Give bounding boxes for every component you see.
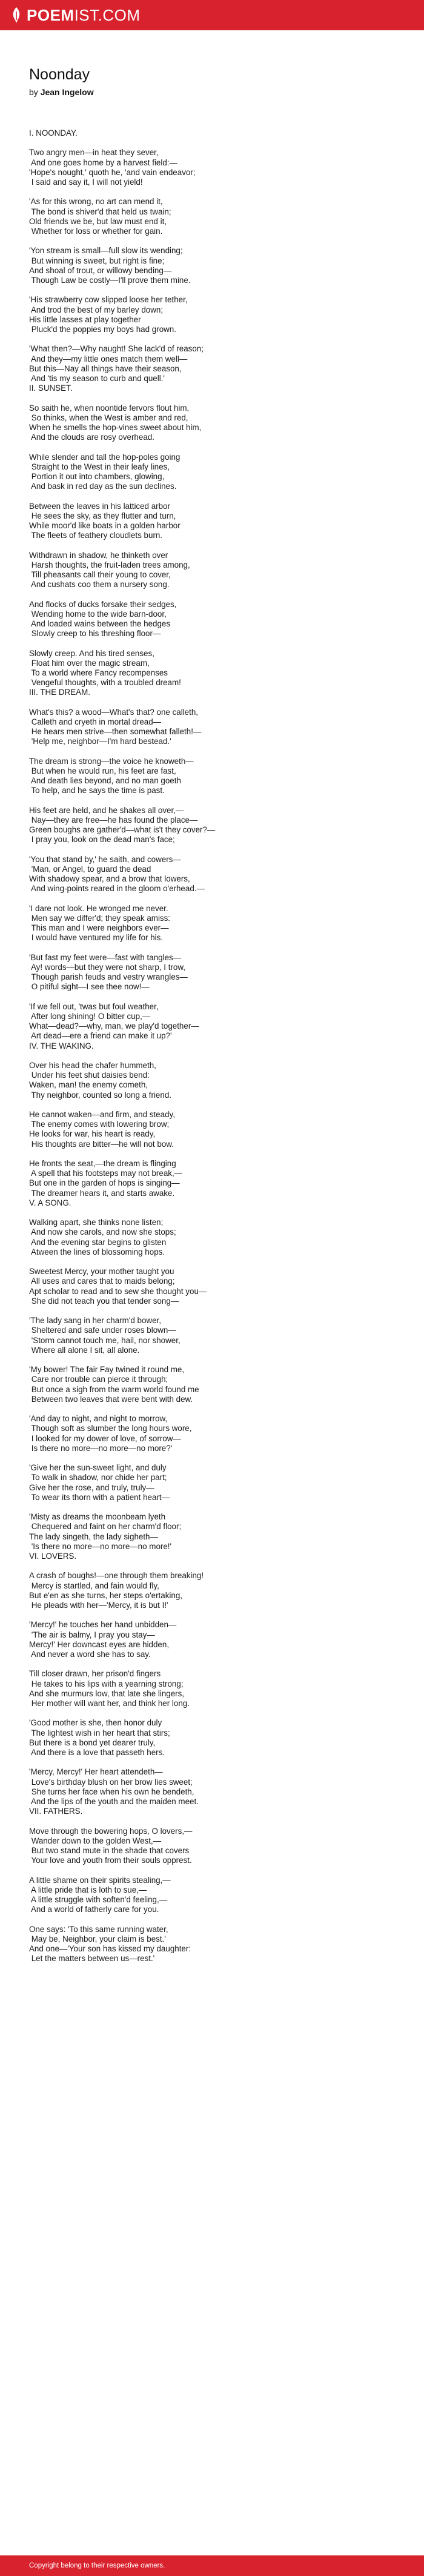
poem-line: 'Help me, neighbor—I'm hard bestead.' <box>29 737 171 746</box>
poem-body <box>29 128 400 1964</box>
poem-line: But there is a bond yet dearer truly, <box>29 1738 156 1747</box>
poem-line <box>29 698 400 708</box>
poem-line: While moor'd like boats in a golden harbor <box>29 521 181 530</box>
poem-line <box>29 540 400 550</box>
poem-line: But two stand mute in the shade that covers <box>29 1846 190 1856</box>
poem-line: I looked for my dower of love, of sorrow— <box>29 1433 181 1443</box>
byline <box>29 86 400 98</box>
poem-line: His thoughts are bitter—he will not bow. <box>29 1139 174 1149</box>
poem-line: He fronts the seat,—the dream is flinging <box>29 1159 176 1168</box>
poem-line <box>29 1708 400 1718</box>
site-logo[interactable] <box>0 6 141 25</box>
poem-line: Till pheasants call their young to cover, <box>29 570 171 579</box>
poem-line: O pitiful sight—I see thee now!— <box>29 982 150 992</box>
poem-line: Vengeful thoughts, with a troubled dream! <box>29 678 181 688</box>
poem-line <box>29 1306 400 1316</box>
poem-line <box>29 442 400 452</box>
poem-line: Old friends we be, but law must end it, <box>29 216 167 226</box>
poem-line: And one goes home by a harvest field:— <box>29 158 177 167</box>
poem-line <box>29 491 400 501</box>
poem-line: After long shining! O bitter cup,— <box>29 1012 151 1021</box>
poem-line: Atween the lines of blossoming hops. <box>29 1247 165 1256</box>
poem-line: Over his head the chafer hummeth, <box>29 1061 156 1070</box>
poem-line: She turns her face when his own he bendeth, <box>29 1787 194 1796</box>
poem-line: Art dead—ere a friend can make it up?' <box>29 1031 172 1041</box>
poem-line: 'Hope's nought,' quoth he, 'and vain endeavor; <box>29 167 196 177</box>
poem-line: And cushats coo them a nursery song. <box>29 580 170 589</box>
poem-line: And loaded wains between the hedges <box>29 619 171 628</box>
poem-line <box>29 1257 400 1267</box>
poem-line <box>29 187 400 197</box>
poem-line: Walking apart, she thinks none listen; <box>29 1218 164 1227</box>
poem-line: Till closer drawn, her prison'd fingers <box>29 1669 161 1679</box>
poem-line: Though soft as slumber the long hours wore, <box>29 1424 192 1433</box>
poem-line: And one—'Your son has kissed my daughter: <box>29 1944 191 1954</box>
poem-line <box>29 992 400 1002</box>
poem-line: 'His strawberry cow slipped loose her tether, <box>29 295 188 305</box>
poem-line: 'As for this wrong, no art can mend it, <box>29 197 163 207</box>
poem-line: She did not teach you that tender song— <box>29 1296 179 1306</box>
poem-line: 'Good mother is she, then honor duly <box>29 1718 162 1728</box>
poem-line <box>29 747 400 757</box>
poem-line: 'The air is balmy, I pray you stay— <box>29 1630 155 1639</box>
poem-line: A little pride that is loth to sue,— <box>29 1885 147 1894</box>
poem-line: IV. THE WAKING. <box>29 1041 94 1051</box>
poem-line: So saith he, when noontide fervors flout him, <box>29 403 190 413</box>
poem-line: And wing-points reared in the gloom o'erhead.— <box>29 884 205 894</box>
poem-line: To help, and he says the time is past. <box>29 786 165 795</box>
poem-line: So thinks, when the West is amber and red, <box>29 413 188 422</box>
poem-line <box>29 1758 400 1767</box>
poem-line: And death lies beyond, and no man goeth <box>29 776 181 786</box>
poem-line: Mercy is startled, and fain would fly, <box>29 1581 159 1590</box>
poem-line: But this—Nay all things have their season, <box>29 363 182 373</box>
poem-line: Wander down to the golden West,— <box>29 1836 162 1845</box>
poem-line: To walk in shadow, nor chide her part; <box>29 1473 167 1482</box>
poem-line: What's this? a wood—What's that? one calleth, <box>29 707 199 717</box>
poem-line: He sees the sky, as they flutter and turn, <box>29 511 176 520</box>
poem-line: To a world where Fancy recompenses <box>29 668 168 677</box>
poem-line: Care nor trouble can pierce it through; <box>29 1375 168 1384</box>
poem-line: Between the leaves in his latticed arbor <box>29 501 170 511</box>
poem-line <box>29 1208 400 1218</box>
poem-line: Two angry men—in heat they sever, <box>29 148 159 158</box>
poem-line: Let the matters between us—rest.' <box>29 1954 155 1964</box>
poem-line: Mercy!' Her downcast eyes are hidden, <box>29 1639 170 1649</box>
poem-line: II. SUNSET. <box>29 383 73 393</box>
poem-line <box>29 1453 400 1463</box>
poem-title: Noonday <box>29 66 90 83</box>
poem-line: Men say we differ'd; they speak amiss: <box>29 914 171 923</box>
poem-line <box>29 138 400 148</box>
poem-line: The dreamer hears it, and starts awake. <box>29 1188 175 1198</box>
poem-line: V. A SONG. <box>29 1198 71 1207</box>
poem-line: Move through the bowering hops, O lovers,— <box>29 1826 193 1836</box>
poem-line: And she murmurs low, that late she lingers, <box>29 1688 185 1698</box>
poem-line <box>29 1659 400 1669</box>
author-link[interactable]: Jean Ingelow <box>40 87 94 97</box>
poem-line: Chequered and faint on her charm'd floor; <box>29 1522 182 1532</box>
poem-line: Give her the rose, and truly, truly— <box>29 1482 154 1492</box>
poem-line: 'Man, or Angel, to guard the dead <box>29 865 151 874</box>
poem-line: He cannot waken—and firm, and steady, <box>29 1110 175 1119</box>
poem-line: This man and I were neighbors ever— <box>29 923 169 933</box>
poem-line <box>29 1149 400 1159</box>
poem-line: And never a word she has to say. <box>29 1650 151 1659</box>
poem-line <box>29 334 400 344</box>
poem-line: But one in the garden of hops is singing— <box>29 1178 180 1188</box>
poem-line: But when he would run, his feet are fast, <box>29 766 176 775</box>
poem-line: 'Mercy, Mercy!' Her heart attendeth— <box>29 1767 163 1777</box>
poem-line: A spell that his footsteps may not break,— <box>29 1169 183 1178</box>
poem-line: And 'tis my season to curb and quell.' <box>29 374 165 383</box>
poem-line: 'Storm cannot touch me, hail, nor shower, <box>29 1335 181 1345</box>
poem-line: The enemy comes with lowering brow; <box>29 1120 170 1129</box>
poem-line: Sweetest Mercy, your mother taught you <box>29 1267 174 1276</box>
poem-line: Withdrawn in shadow, he thinketh over <box>29 550 168 560</box>
poem-line <box>29 1816 400 1826</box>
poem-line: 'What then?—Why naught! She lack'd of reason; <box>29 344 204 354</box>
poem-line <box>29 1610 400 1620</box>
poem-line: And trod the best of my barley down; <box>29 305 164 314</box>
poem-line: Ay! words—but they were not sharp, I trow, <box>29 963 186 972</box>
poem-line: Her mother will want her, and think her long. <box>29 1699 190 1708</box>
poem-line <box>29 639 400 648</box>
poem-line: 'Misty as dreams the moonbeam lyeth <box>29 1512 166 1522</box>
site-header <box>0 0 424 30</box>
poem-line: The bond is shiver'd that held us twain; <box>29 207 171 216</box>
poem-line <box>29 943 400 953</box>
site-footer <box>0 2555 424 2576</box>
poem-line: Nay—they are free—he has found the place— <box>29 815 198 825</box>
poem-line: And there is a love that passeth hers. <box>29 1748 165 1758</box>
poem-line: Wending home to the wide barn-door, <box>29 609 167 619</box>
poem-line: Where all alone I sit, all alone. <box>29 1345 140 1355</box>
poem-line: A crash of boughs!—one through them breaking! <box>29 1571 204 1581</box>
poem-line: Apt scholar to read and to sew she thought you— <box>29 1286 207 1296</box>
poem-line <box>29 1404 400 1414</box>
poem-line: I. NOONDAY. <box>29 128 78 138</box>
poem-line <box>29 393 400 403</box>
poem-line: 'I dare not look. He wronged me never. <box>29 903 168 913</box>
poem-line: Calleth and cryeth in mortal dread— <box>29 717 162 726</box>
poem-line: And shoal of trout, or willowy bending— <box>29 265 172 275</box>
poem-line: Harsh thoughts, the fruit-laden trees among, <box>29 560 190 569</box>
poem-line: Whether for loss or whether for gain. <box>29 227 163 236</box>
poem-line: 'And day to night, and night to morrow, <box>29 1414 168 1424</box>
poem-line: And the evening star begins to glisten <box>29 1237 167 1247</box>
poem-line: 'But fast my feet were—fast with tangles— <box>29 952 182 962</box>
poem-line: His little lasses at play together <box>29 314 141 324</box>
poem-line <box>29 1865 400 1875</box>
brand-rest: IST.COM <box>74 5 141 24</box>
poem-line: The lady singeth, the lady sigheth— <box>29 1532 158 1541</box>
poem-line: VI. LOVERS. <box>29 1552 77 1561</box>
poem-line: He looks for war, his heart is ready, <box>29 1129 156 1139</box>
poem-line: What—dead?—why, man, we play'd together— <box>29 1021 199 1031</box>
poem-line: And the clouds are rosy overhead. <box>29 433 154 442</box>
poem-line: A little shame on their spirits stealing,— <box>29 1875 171 1885</box>
poem-line: While slender and tall the hop-poles going <box>29 452 181 462</box>
poem-line: Love's birthday blush on her brow lies sweet; <box>29 1777 193 1787</box>
poem-line <box>29 894 400 904</box>
poem-line: I said and say it, I will not yield! <box>29 178 143 187</box>
poem-line: Portion it out into chambers, glowing, <box>29 472 165 481</box>
poem-line: Slowly creep to his threshing floor— <box>29 629 161 639</box>
poem-line: One says: 'To this same running water, <box>29 1924 168 1934</box>
poem-line: III. THE DREAM. <box>29 688 90 697</box>
poem-line: 'The lady sang in her charm'd bower, <box>29 1316 161 1326</box>
poem-line <box>29 1051 400 1061</box>
poem-line: But once a sigh from the warm world found me <box>29 1384 199 1394</box>
poem-line: The fleets of feathery cloudlets burn. <box>29 531 163 540</box>
poem-line <box>29 236 400 246</box>
poem-line: When he smells the hop-vines sweet about him, <box>29 423 202 432</box>
poem-line: The dream is strong—the voice he knoweth— <box>29 756 194 766</box>
poem-line: And a world of fatherly care for you. <box>29 1905 159 1914</box>
poem-line <box>29 1914 400 1924</box>
poem-line: Though Law be costly—I'll prove them mine. <box>29 276 191 285</box>
poem-line: 'Mercy!' he touches her hand unbidden— <box>29 1620 177 1630</box>
poem-line: May be, Neighbor, your claim is best.' <box>29 1934 166 1944</box>
poem-line <box>29 845 400 855</box>
poem-line: The lightest wish in her heart that stirs; <box>29 1728 170 1738</box>
poem-line: Though parish feuds and vestry wrangles— <box>29 972 188 982</box>
brand-bold: POEM <box>27 5 75 24</box>
poem-line <box>29 1355 400 1365</box>
poem-line: Green boughs are gather'd—what is't they cover?— <box>29 825 216 835</box>
poem-line: I pray you, look on the dead man's face; <box>29 835 175 845</box>
brand-name <box>27 6 141 25</box>
poem-line: Under his feet shut daisies bend: <box>29 1071 150 1080</box>
poem-line: His feet are held, and he shakes all over,— <box>29 805 184 815</box>
poem-line: Pluck'd the poppies my boys had grown. <box>29 325 176 334</box>
poem-line: He pleads with her—'Mercy, it is but I!' <box>29 1601 168 1610</box>
poem-line <box>29 285 400 295</box>
poem-line: And flocks of ducks forsake their sedges, <box>29 599 177 609</box>
poem-line: 'Is there no more—no more—no more!' <box>29 1541 172 1551</box>
poem-line: And they—my little ones match them well— <box>29 354 188 363</box>
poem-line: 'You that stand by,' he saith, and cowers— <box>29 854 181 864</box>
poem-line: VII. FATHERS. <box>29 1807 83 1816</box>
poem-line: But winning is sweet, but right is fine; <box>29 256 165 265</box>
poem-line <box>29 1561 400 1571</box>
poem-line: To wear its thorn with a patient heart— <box>29 1492 170 1502</box>
poem-line: With shadowy spear, and a brow that lowers, <box>29 874 190 884</box>
poem-line: All uses and cares that to maids belong; <box>29 1276 175 1286</box>
poem-line: Waken, man! the enemy cometh, <box>29 1080 148 1090</box>
poem-line: 'If we fell out, 'twas but foul weather, <box>29 1001 159 1011</box>
poem-line <box>29 589 400 599</box>
poem-line: Float him over the magic stream, <box>29 658 150 668</box>
poem-line: Sheltered and safe under roses blown— <box>29 1326 176 1335</box>
poem-line: He takes to his lips with a yearning strong; <box>29 1679 184 1688</box>
by-label: by <box>29 87 38 97</box>
poem-line <box>29 1100 400 1110</box>
poem-line: Thy neighbor, counted so long a friend. <box>29 1090 171 1100</box>
poem-article <box>29 65 400 1964</box>
poem-line: 'Yon stream is small—full slow its wending; <box>29 246 183 256</box>
poem-line: I would have ventured my life for his. <box>29 933 164 943</box>
poem-line <box>29 1502 400 1512</box>
poem-line: And now she carols, and now she stops; <box>29 1227 176 1237</box>
poem-line: 'My bower! The fair Fay twined it round me, <box>29 1365 185 1375</box>
poem-line: He hears men strive—then somewhat falleth!— <box>29 727 202 737</box>
poem-line: 'Give her the sun-sweet light, and duly <box>29 1463 167 1473</box>
poem-line: A little struggle with soften'd feeling,— <box>29 1895 168 1905</box>
poem-line: Your love and youth from their souls opprest. <box>29 1856 192 1865</box>
quill-pen-icon <box>10 7 23 24</box>
poem-line: And the lips of the youth and the maiden meet. <box>29 1797 199 1807</box>
poem-line: And bask in red day as the sun declines. <box>29 482 177 491</box>
poem-line: Straight to the West in their leafy lines, <box>29 462 170 471</box>
copyright-text: Copyright belong to their respective owners. <box>29 2562 165 2569</box>
poem-line: Slowly creep. And his tired senses, <box>29 648 154 658</box>
poem-line: But e'en as she turns, her steps o'ertaking, <box>29 1590 182 1600</box>
poem-line <box>29 796 400 806</box>
poem-line: Between two leaves that were bent with dew. <box>29 1394 193 1404</box>
poem-line: Is there no more—no more—no more?' <box>29 1443 173 1453</box>
